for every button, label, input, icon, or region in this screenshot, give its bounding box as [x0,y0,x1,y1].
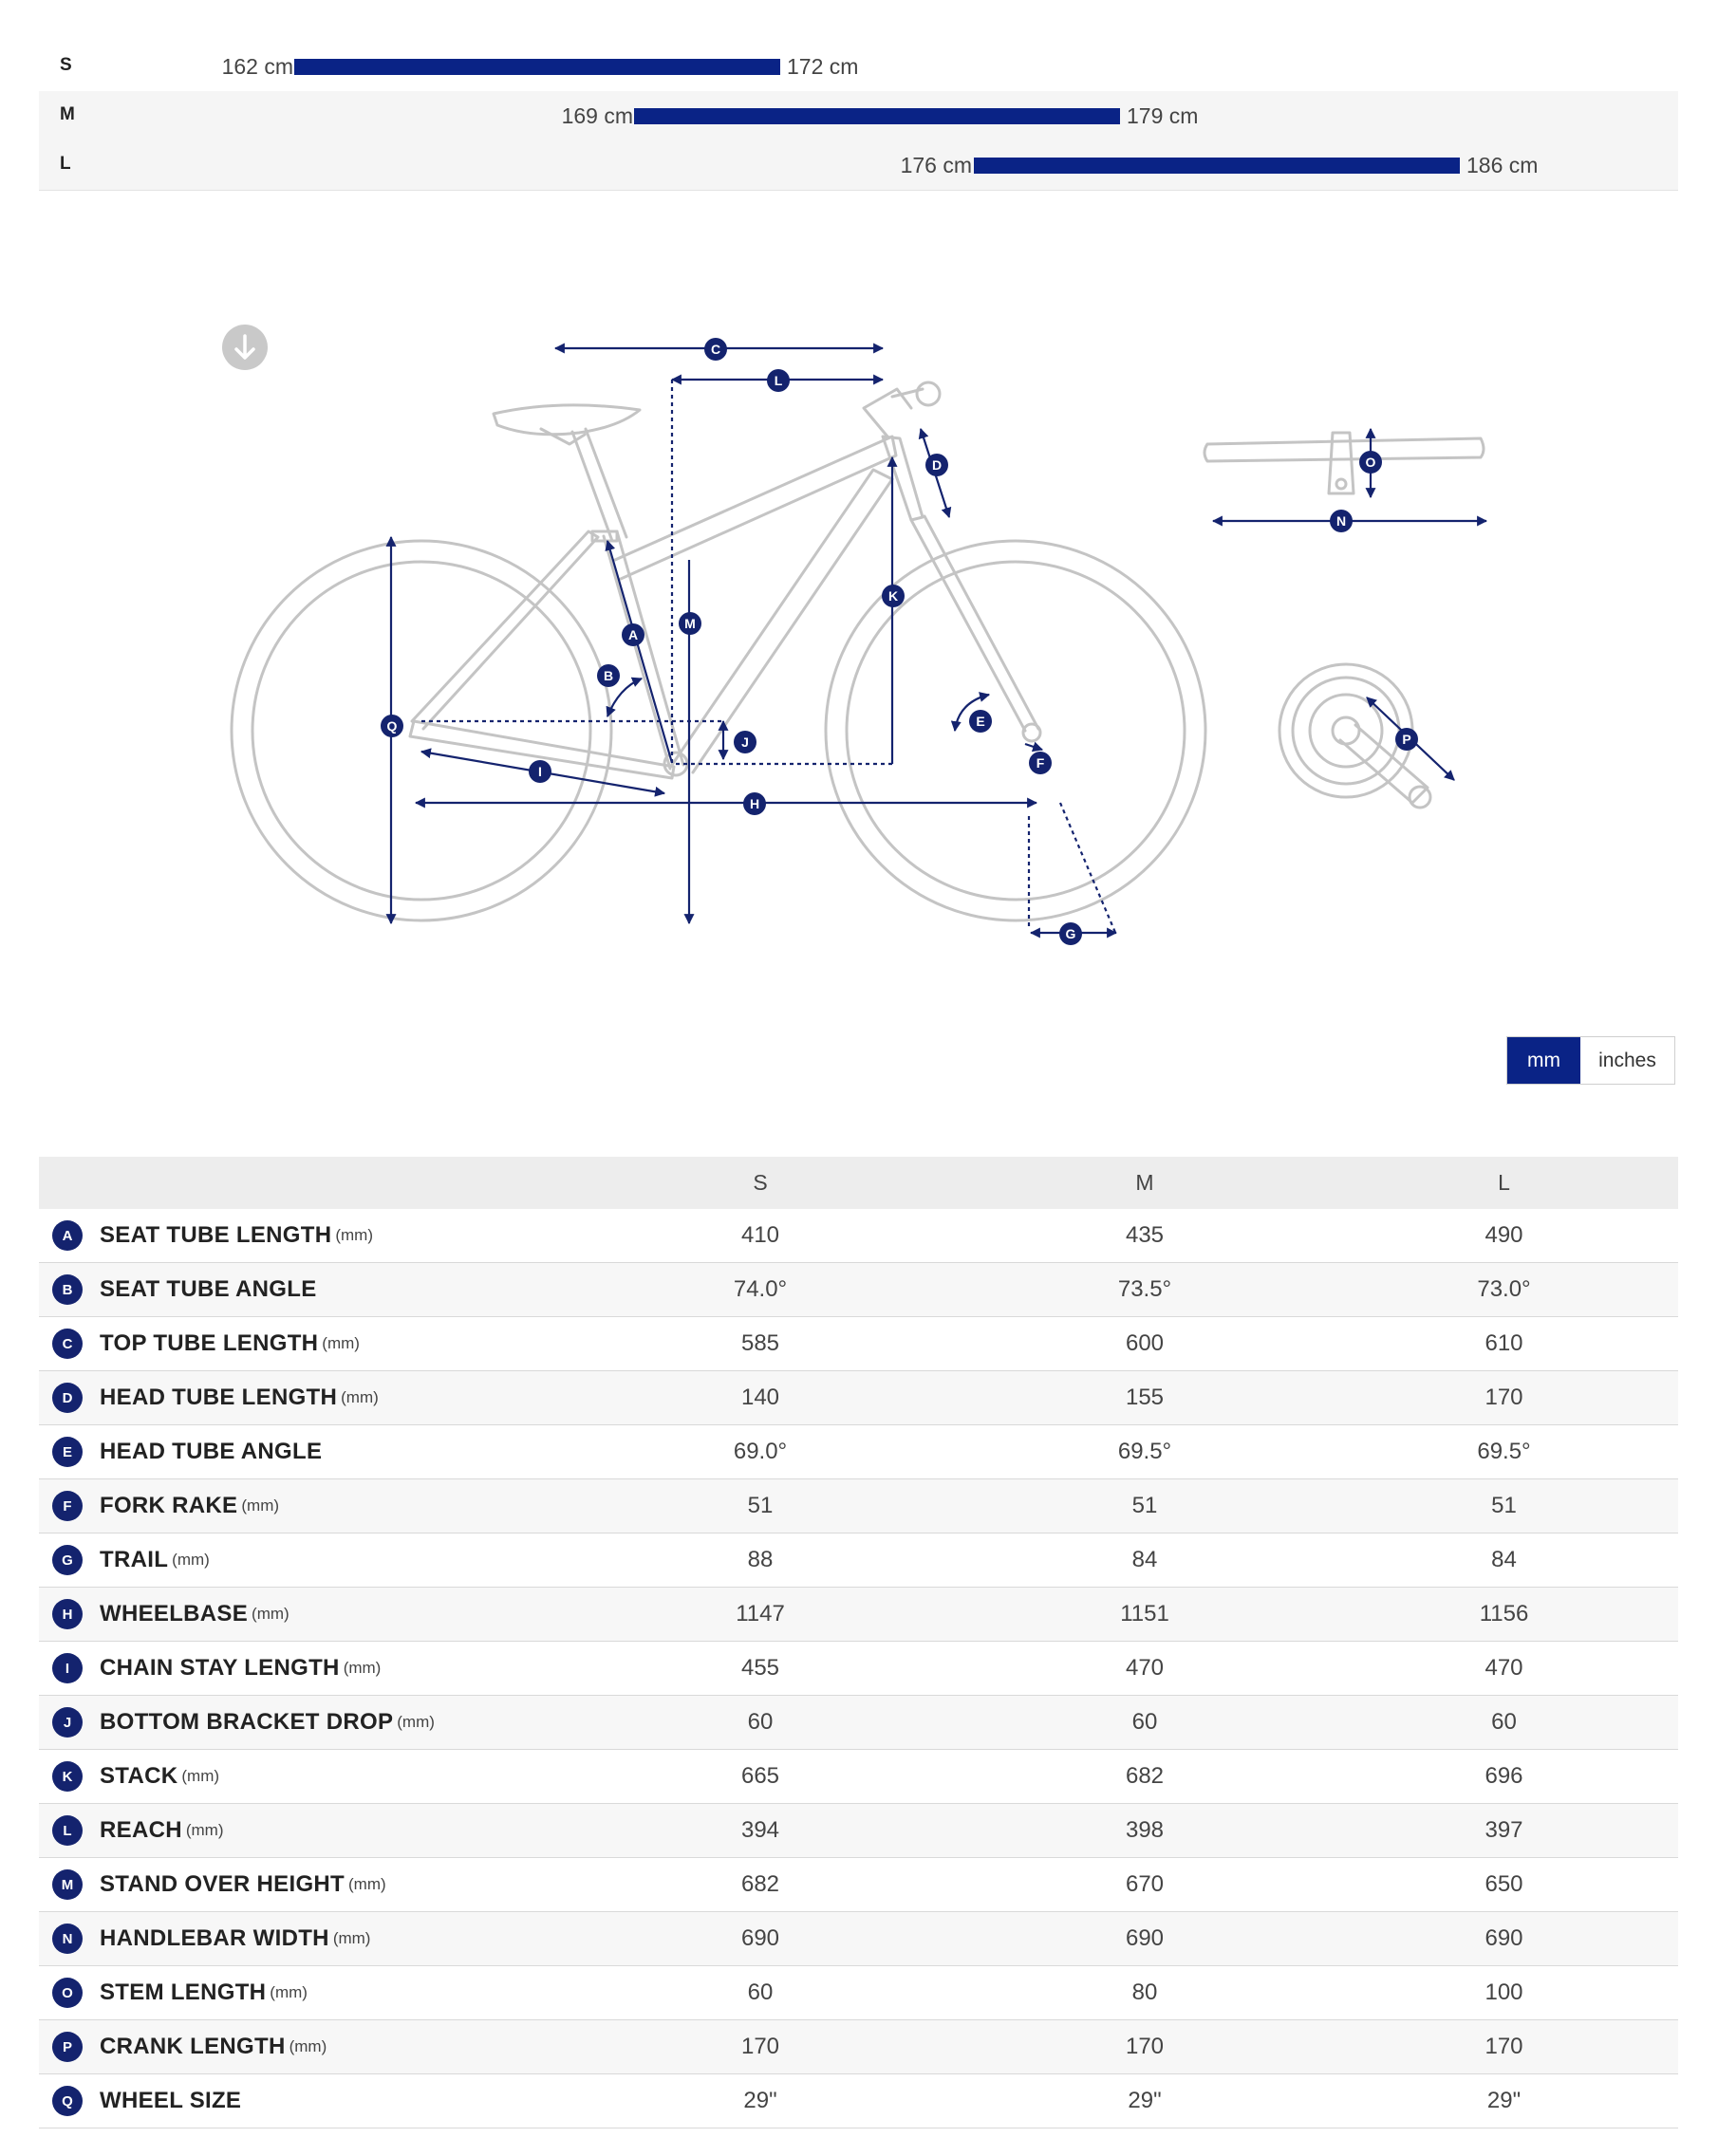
measurement-label [39,1209,561,1263]
measurement-badge: A [52,1220,83,1251]
measurement-name: CRANK LENGTH [100,2034,286,2059]
measurement-unit: (mm) [289,2037,327,2055]
column-header-l: L [1330,1157,1678,1209]
table-cell: 69.0° [561,1425,960,1479]
table-row [39,1966,1678,2020]
table-cell: 1147 [561,1588,960,1642]
size-range-max: 186 cm [1466,153,1539,177]
geometry-diagram [0,285,1718,968]
measurement-name: WHEEL SIZE [100,2088,242,2113]
table-cell: 60 [561,1966,960,2020]
marker-b [597,664,620,687]
table-cell: 690 [960,1912,1330,1966]
table-cell: 73.5° [960,1263,1330,1317]
table-cell: 682 [960,1750,1330,1804]
table-cell: 60 [561,1696,960,1750]
svg-text:C: C [710,342,721,357]
table-row [39,1371,1678,1425]
measurement-badge: E [52,1437,83,1467]
table-cell: 600 [960,1317,1330,1371]
measurement-name: SEAT TUBE LENGTH [100,1222,332,1248]
table-cell: 84 [960,1533,1330,1588]
measurement-label [39,1479,561,1533]
table-cell: 74.0° [561,1263,960,1317]
size-range-bar [634,108,1120,124]
measurement-unit: (mm) [341,1388,379,1406]
marker-p [1395,728,1418,751]
measurement-name: HEAD TUBE LENGTH [100,1385,338,1410]
table-cell: 682 [561,1858,960,1912]
table-cell: 610 [1330,1317,1678,1371]
marker-o [1359,451,1382,474]
svg-text:P: P [1402,732,1411,747]
svg-text:J: J [741,734,749,750]
table-cell: 398 [960,1804,1330,1858]
table-row [39,1479,1678,1533]
table-cell: 29" [1330,2074,1678,2128]
measurement-name: SEAT TUBE ANGLE [100,1276,317,1302]
table-cell: 670 [960,1858,1330,1912]
table-row [39,1858,1678,1912]
table-row [39,1209,1678,1263]
measurement-badge: K [52,1761,83,1792]
measurement-label [39,2020,561,2074]
measurement-label [39,1912,561,1966]
svg-text:K: K [887,588,899,604]
measurement-unit: (mm) [252,1605,289,1623]
unit-toggle [1506,1036,1675,1085]
measurement-label [39,1425,561,1479]
table-cell: 69.5° [960,1425,1330,1479]
bike-frame-drawing [232,382,1484,920]
measurement-label [39,1263,561,1317]
table-row [39,1263,1678,1317]
size-label: S [60,55,72,75]
measurement-badge: H [52,1599,83,1629]
table-cell: 394 [561,1804,960,1858]
table-cell: 410 [561,1209,960,1263]
table-cell: 470 [1330,1642,1678,1696]
table-cell: 140 [561,1371,960,1425]
size-row-m [39,91,1678,141]
table-cell: 29" [960,2074,1330,2128]
table-row [39,2020,1678,2074]
measurement-unit: (mm) [181,1767,220,1785]
measurement-unit: (mm) [270,1983,308,2001]
measurement-badge: B [52,1274,83,1305]
table-cell: 80 [960,1966,1330,2020]
table-row [39,1912,1678,1966]
measurement-name: CHAIN STAY LENGTH [100,1655,340,1681]
svg-text:A: A [627,627,639,642]
measurement-badge: J [52,1707,83,1738]
table-body [39,1209,1678,2128]
size-range-max: 179 cm [1127,103,1199,128]
table-cell: 665 [561,1750,960,1804]
measurement-badge: P [52,2032,83,2062]
measurement-badge: I [52,1653,83,1683]
measurement-label [39,1588,561,1642]
table-cell: 1156 [1330,1588,1678,1642]
measurement-badge: D [52,1383,83,1413]
measurement-label [39,1696,561,1750]
measurement-unit: (mm) [241,1496,280,1515]
table-row [39,1317,1678,1371]
measurement-name: STACK [100,1763,178,1789]
measurement-name: REACH [100,1817,182,1843]
marker-g [1059,922,1082,945]
svg-text:B: B [603,668,614,683]
table-cell: 435 [960,1209,1330,1263]
table-cell: 73.0° [1330,1263,1678,1317]
measurement-name: TOP TUBE LENGTH [100,1330,319,1356]
table-cell: 585 [561,1317,960,1371]
table-cell: 100 [1330,1966,1678,2020]
svg-text:N: N [1335,513,1347,529]
measurement-label [39,1371,561,1425]
table-row [39,1804,1678,1858]
table-cell: 29" [561,2074,960,2128]
measurement-unit: (mm) [343,1659,382,1677]
table-cell: 650 [1330,1858,1678,1912]
column-header-s: S [561,1157,960,1209]
measurement-badge: M [52,1869,83,1900]
table-cell: 88 [561,1533,960,1588]
column-header-m: M [960,1157,1330,1209]
measurement-label [39,1966,561,2020]
measurement-label [39,2074,561,2128]
table-cell: 51 [561,1479,960,1533]
measurement-label [39,1533,561,1588]
measurement-badge: G [52,1545,83,1575]
measurement-name: HANDLEBAR WIDTH [100,1925,329,1951]
table-row [39,1642,1678,1696]
table-cell: 690 [561,1912,960,1966]
table-cell: 51 [1330,1479,1678,1533]
table-cell: 155 [960,1371,1330,1425]
measurement-name: STEM LENGTH [100,1979,267,2005]
table-cell: 397 [1330,1804,1678,1858]
svg-text:D: D [931,457,943,473]
size-range-max: 172 cm [787,54,859,79]
table-row [39,1588,1678,1642]
table-row [39,1750,1678,1804]
size-range-min: 176 cm [900,153,972,177]
measurement-name: BOTTOM BRACKET DROP [100,1709,394,1735]
measurement-unit: (mm) [172,1551,210,1569]
svg-text:F: F [1036,755,1045,771]
size-row-l [39,140,1678,191]
svg-text:I: I [538,764,542,779]
table-cell: 470 [960,1642,1330,1696]
marker-i [529,760,551,783]
unit-inches-button[interactable]: inches [1580,1037,1674,1084]
measurement-name: FORK RAKE [100,1493,238,1518]
table-cell: 84 [1330,1533,1678,1588]
table-cell: 69.5° [1330,1425,1678,1479]
marker-l [767,369,790,392]
measurement-unit: (mm) [332,1929,371,1947]
marker-q [381,715,403,737]
size-range-min: 169 cm [561,103,633,128]
unit-mm-button[interactable]: mm [1507,1037,1580,1084]
measurement-unit: (mm) [322,1334,360,1352]
marker-k [882,585,905,607]
size-row-s [39,42,1678,92]
table-cell: 51 [960,1479,1330,1533]
table-row [39,2074,1678,2128]
table-cell: 170 [1330,2020,1678,2074]
marker-n [1330,510,1353,532]
measurement-badge: Q [52,2086,83,2116]
svg-text:L: L [774,373,783,388]
download-icon[interactable] [222,325,268,370]
table-cell: 60 [1330,1696,1678,1750]
table-cell: 490 [1330,1209,1678,1263]
measurement-label [39,1317,561,1371]
svg-text:Q: Q [386,718,398,734]
measurement-badge: N [52,1924,83,1954]
size-label: M [60,104,75,124]
size-range-bar [294,59,780,75]
measurement-badge: F [52,1491,83,1521]
measurement-unit: (mm) [397,1713,435,1731]
marker-e [969,710,992,733]
measurement-badge: C [52,1329,83,1359]
marker-d [925,454,948,476]
svg-text:E: E [976,714,985,729]
svg-text:H: H [749,796,760,811]
geometry-table [39,1157,1678,2128]
measurement-label [39,1642,561,1696]
measurement-unit: (mm) [335,1226,374,1244]
table-row [39,1425,1678,1479]
marker-h [743,792,766,815]
table-cell: 455 [561,1642,960,1696]
table-row [39,1696,1678,1750]
measurement-label [39,1750,561,1804]
measurement-name: TRAIL [100,1547,169,1572]
measurement-name: WHEELBASE [100,1601,249,1626]
measurement-unit: (mm) [185,1821,224,1839]
svg-text:O: O [1365,455,1376,470]
table-cell: 1151 [960,1588,1330,1642]
measurement-label [39,1804,561,1858]
marker-m [679,612,701,635]
measurement-badge: O [52,1978,83,2008]
table-cell: 170 [1330,1371,1678,1425]
marker-c [704,338,727,361]
table-row [39,1533,1678,1588]
measurement-unit: (mm) [348,1875,386,1893]
measurement-label [39,1858,561,1912]
marker-a [622,623,644,646]
table-cell: 170 [561,2020,960,2074]
svg-text:G: G [1065,926,1076,941]
measurement-name: HEAD TUBE ANGLE [100,1439,323,1464]
table-header-blank [39,1157,561,1209]
table-cell: 696 [1330,1750,1678,1804]
size-range-min: 162 cm [221,54,293,79]
measurement-name: STAND OVER HEIGHT [100,1871,345,1897]
table-cell: 170 [960,2020,1330,2074]
size-label: L [60,154,71,174]
table-cell: 690 [1330,1912,1678,1966]
size-range-bar [974,158,1460,174]
marker-j [734,731,756,753]
table-header-row [39,1157,1678,1209]
marker-f [1029,752,1052,774]
table-cell: 60 [960,1696,1330,1750]
svg-text:M: M [684,616,696,631]
measurement-badge: L [52,1815,83,1846]
